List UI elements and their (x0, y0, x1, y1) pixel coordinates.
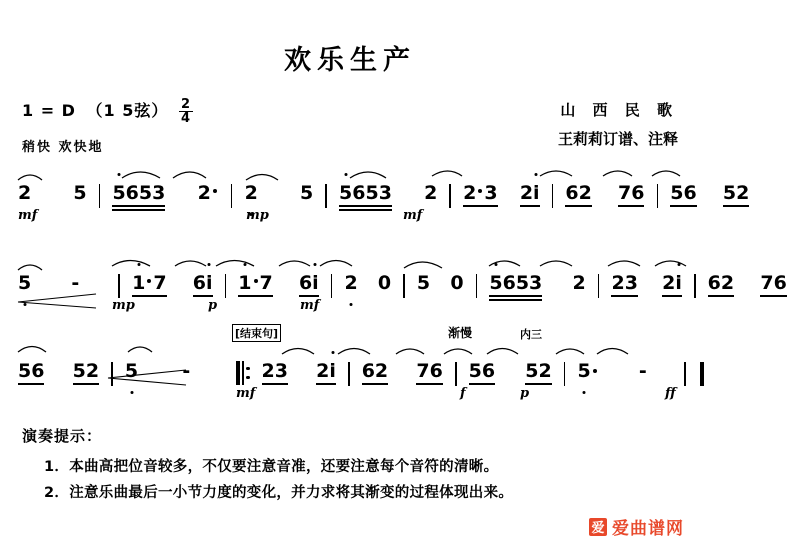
system-1-notes (18, 182, 749, 206)
barline (684, 362, 686, 386)
note: 1 (238, 272, 251, 294)
fingering-label: 内三 (520, 328, 542, 341)
note: 6 (631, 182, 645, 204)
note: 6 (352, 182, 366, 204)
barline (325, 184, 327, 208)
barline (564, 362, 566, 386)
page-title: 欢乐生产 (284, 45, 416, 76)
note: 3 (152, 182, 166, 204)
dynamic-p: p (208, 298, 218, 313)
measure (18, 360, 44, 382)
barline (476, 274, 478, 298)
note: 2 (245, 182, 258, 204)
measure (299, 272, 319, 294)
measure (417, 272, 464, 294)
note: 5 (722, 182, 737, 204)
dynamic-mf: mf (300, 298, 320, 313)
system-3 (0, 326, 700, 412)
note: 5 (489, 272, 502, 294)
system-1 (0, 160, 750, 230)
note: 2 (611, 272, 625, 294)
note: 6 (192, 272, 206, 294)
note: i (329, 360, 336, 382)
note: 6 (361, 360, 375, 382)
note: 2 (374, 360, 389, 382)
note: 2 (85, 360, 100, 382)
measure (262, 360, 288, 382)
key-signature-block (22, 98, 193, 125)
credits (558, 96, 678, 153)
measure (73, 360, 99, 382)
note: 7 (416, 360, 430, 382)
note: 3 (274, 360, 288, 382)
dynamic-mp: mp (112, 298, 135, 313)
measure (316, 360, 336, 382)
site-logo-icon: 爱 (589, 518, 607, 536)
key-signature: 1 = D (22, 101, 76, 120)
barline (552, 184, 554, 208)
note: 2 (18, 182, 31, 204)
note: 6 (773, 272, 787, 294)
dynamic-mf: mf (236, 386, 256, 401)
time-signature (179, 98, 193, 125)
note: 6 (565, 182, 579, 204)
performance-note-1: 1．本曲高把位音较多，不仅要注意音准，还要注意每个音符的清晰。 (44, 459, 499, 475)
note: 3 (529, 272, 543, 294)
note: 5 (670, 182, 684, 204)
note: 1 (132, 272, 145, 294)
time-signature-numerator: 2 (180, 97, 192, 112)
measure (565, 182, 591, 204)
note: i (312, 272, 319, 294)
measure (416, 360, 442, 382)
note: 5 (72, 360, 86, 382)
note: 7 (760, 272, 774, 294)
dynamic-mp: mp (246, 208, 269, 223)
note: 7 (153, 272, 167, 294)
note: 6 (683, 182, 697, 204)
note: 2 (261, 360, 275, 382)
note: 5 (468, 360, 482, 382)
note: 5 (578, 360, 591, 382)
measure (469, 360, 495, 382)
dynamic-f: f (460, 386, 466, 401)
measure (238, 272, 272, 294)
note: 5 (112, 182, 125, 204)
note: 6 (125, 182, 139, 204)
measure (670, 182, 696, 204)
rest: 0 (450, 272, 464, 294)
note: 5 (138, 182, 153, 204)
barline (118, 274, 120, 298)
tuning-text: （1 5弦） (86, 101, 169, 120)
measure (132, 272, 166, 294)
note-extension: - (71, 272, 80, 294)
system-3-notes (18, 360, 706, 386)
measure (662, 272, 682, 294)
credit-origin: 山 西 民 歌 (560, 101, 678, 119)
dynamic-p: p (520, 386, 530, 401)
measure (362, 360, 388, 382)
note: 6 (502, 272, 516, 294)
note: i (675, 272, 682, 294)
note: 5 (73, 182, 87, 204)
ending-phrase-label: [结束句] (232, 324, 281, 342)
rest: 0 (377, 272, 392, 294)
system-2 (0, 250, 787, 320)
measure (708, 272, 734, 294)
note: 5 (515, 272, 530, 294)
note: 2 (538, 360, 552, 382)
note: 3 (624, 272, 638, 294)
measure (193, 272, 213, 294)
note: 2 (662, 272, 676, 294)
barline (657, 184, 659, 208)
site-watermark[interactable] (589, 514, 684, 539)
barline (331, 274, 333, 298)
note-extension: - (638, 360, 647, 382)
note: 2 (519, 182, 534, 204)
credit-arranger: 王莉莉订谱、注释 (557, 129, 678, 148)
note: 3 (484, 182, 498, 204)
note: i (533, 182, 540, 204)
measure (112, 182, 165, 204)
measure (18, 182, 87, 204)
barline (449, 184, 451, 208)
note-extension: - (182, 360, 191, 382)
note: 6 (707, 272, 721, 294)
measure (760, 272, 786, 294)
note: 5 (525, 360, 539, 382)
note: 6 (31, 360, 45, 382)
barline (225, 274, 227, 298)
repeat-sign (236, 361, 250, 387)
note: 2 (578, 182, 592, 204)
note: 5 (18, 360, 32, 382)
barline (403, 274, 405, 298)
measure (339, 182, 392, 204)
measure (463, 182, 497, 204)
system-2-notes (18, 272, 787, 296)
site-name: 爱曲谱网 (612, 519, 684, 539)
note: 5 (300, 182, 314, 204)
measure (344, 272, 391, 294)
barline (348, 362, 350, 386)
note: 5 (18, 272, 31, 294)
note: 5 (339, 182, 352, 204)
note: 2 (736, 182, 750, 204)
note: 2 (316, 360, 330, 382)
note: 6 (298, 272, 313, 294)
note: 2 (572, 272, 586, 294)
final-barline (700, 362, 704, 386)
measure (611, 272, 637, 294)
note: 6 (481, 360, 496, 382)
dynamic-mf: mf (18, 208, 38, 223)
measure (723, 182, 749, 204)
note: 6 (429, 360, 443, 382)
note: 5 (365, 182, 379, 204)
note: 7 (618, 182, 632, 204)
dynamic-mf-2: mf (403, 208, 423, 223)
barline (99, 184, 101, 208)
barline (231, 184, 233, 208)
note: 2 (197, 182, 211, 204)
note: 7 (259, 272, 273, 294)
barline (694, 274, 696, 298)
note: 2 (720, 272, 735, 294)
note: 2 (463, 182, 477, 204)
time-signature-denominator: 4 (180, 111, 192, 126)
note: 5 (416, 272, 431, 294)
note: 2 (344, 272, 357, 294)
note: 2 (424, 182, 438, 204)
performance-notes-heading: 演奏提示： (22, 427, 103, 445)
note: 5 (125, 360, 138, 382)
note: i (206, 272, 213, 294)
measure (525, 360, 551, 382)
tempo-marking: 稍快 欢快地 (22, 140, 104, 155)
measure (520, 182, 540, 204)
dynamic-ff: ff (665, 386, 676, 401)
barline (598, 274, 600, 298)
measure (618, 182, 644, 204)
note: 3 (378, 182, 392, 204)
augmentation-dot (213, 189, 217, 193)
barline (455, 362, 457, 386)
performance-note-2: 2．注意乐曲最后一小节力度的变化，并力求将其渐变的过程体现出来。 (44, 485, 514, 501)
barline (111, 362, 113, 386)
ritardando-label: 渐慢 (448, 326, 473, 340)
measure (489, 272, 542, 294)
